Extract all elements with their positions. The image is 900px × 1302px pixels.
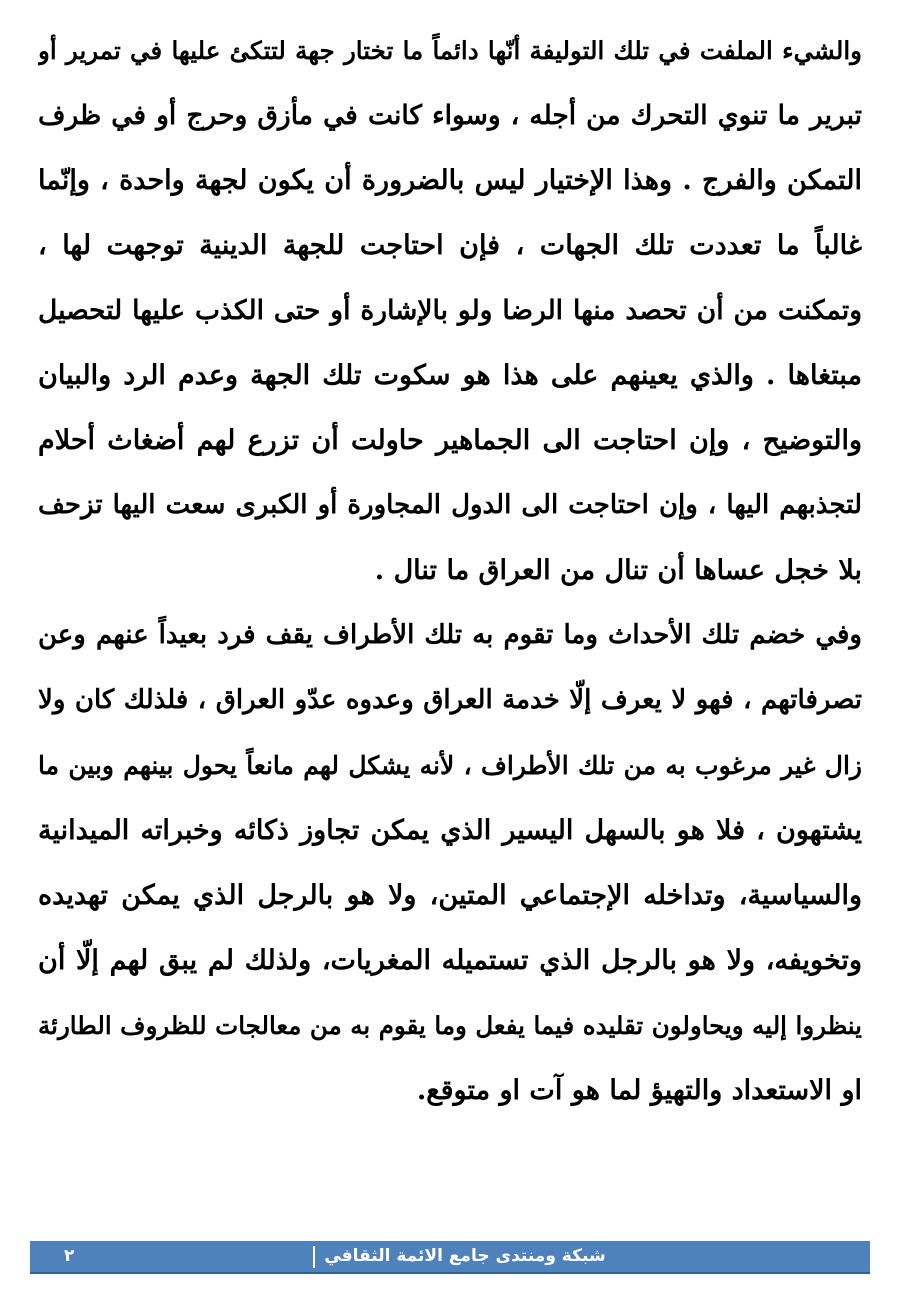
text-line: وتخويفه، ولا هو بالرجل الذي تستميله المغريات، ولذلك لم يبق لهم إلّا أن — [38, 945, 862, 976]
text-line: ينظروا إليه ويحاولون تقليده فيما يفعل وما يقوم به من معالجات للظروف الطارئة — [38, 1011, 862, 1040]
text-body — [38, 18, 862, 1123]
text-line: والتوضيح ، وإن احتاجت الى الجماهير حاولت أن تزرع لهم أضغاث أحلام — [38, 425, 862, 456]
page-number: ٢ — [64, 1246, 75, 1266]
text-line: بلا خجل عساها أن تنال من العراق ما تنال . — [374, 555, 862, 586]
text-line: زال غير مرغوب به من تلك الأطراف ، لأنه يشكل لهم مانعاً يحول بينهم وبين ما — [38, 751, 862, 780]
text-line: تصرفاتهم ، فهو لا يعرف إلّا خدمة العراق وعدوه عدّو العراق ، فلذلك كان ولا — [38, 685, 862, 715]
text-line: يشتهون ، فلا هو بالسهل اليسير الذي يمكن تجاوز ذكائه وخبراته الميدانية — [38, 815, 862, 846]
text-line: او الاستعداد والتهيؤ لما هو آت او متوقع. — [416, 1075, 862, 1106]
text-line: التمكن والفرج . وهذا الإختيار ليس بالضرورة أن يكون لجهة واحدة ، وإنّما — [38, 165, 862, 196]
paragraph-1 — [38, 18, 862, 603]
text-line: مبتغاها . والذي يعينهم على هذا هو سكوت تلك الجهة وعدم الرد والبيان — [38, 360, 862, 391]
text-line: والسياسية، وتداخله الإجتماعي المتين، ولا هو بالرجل الذي يمكن تهديده — [38, 880, 862, 911]
text-line: وتمكنت من أن تحصد منها الرضا ولو بالإشارة أو حتى الكذب عليها لتحصيل — [38, 295, 862, 326]
footer-title: شبكة ومنتدى جامع الائمة الثقافي — [324, 1246, 606, 1266]
text-line: لتجذبهم اليها ، وإن احتاجت الى الدول المجاورة أو الكبرى سعت اليها تزحف — [38, 490, 862, 520]
text-line: تبرير ما تنوي التحرك من أجله ، وسواء كانت في مأزق وحرج أو في ظرف — [38, 100, 862, 131]
text-line: غالباً ما تعددت تلك الجهات ، فإن احتاجت للجهة الدينية توجهت لها ، — [38, 230, 862, 261]
text-line: والشيء الملفت في تلك التوليفة أنّها دائماً ما تختار جهة لتتكئ عليها في تمرير أو — [38, 36, 862, 65]
footer-bar — [30, 1241, 870, 1274]
paragraph-2 — [38, 603, 862, 1123]
text-line: وفي خضم تلك الأحداث وما تقوم به تلك الأطراف يقف فرد بعيداً عنهم وعن — [38, 620, 862, 650]
